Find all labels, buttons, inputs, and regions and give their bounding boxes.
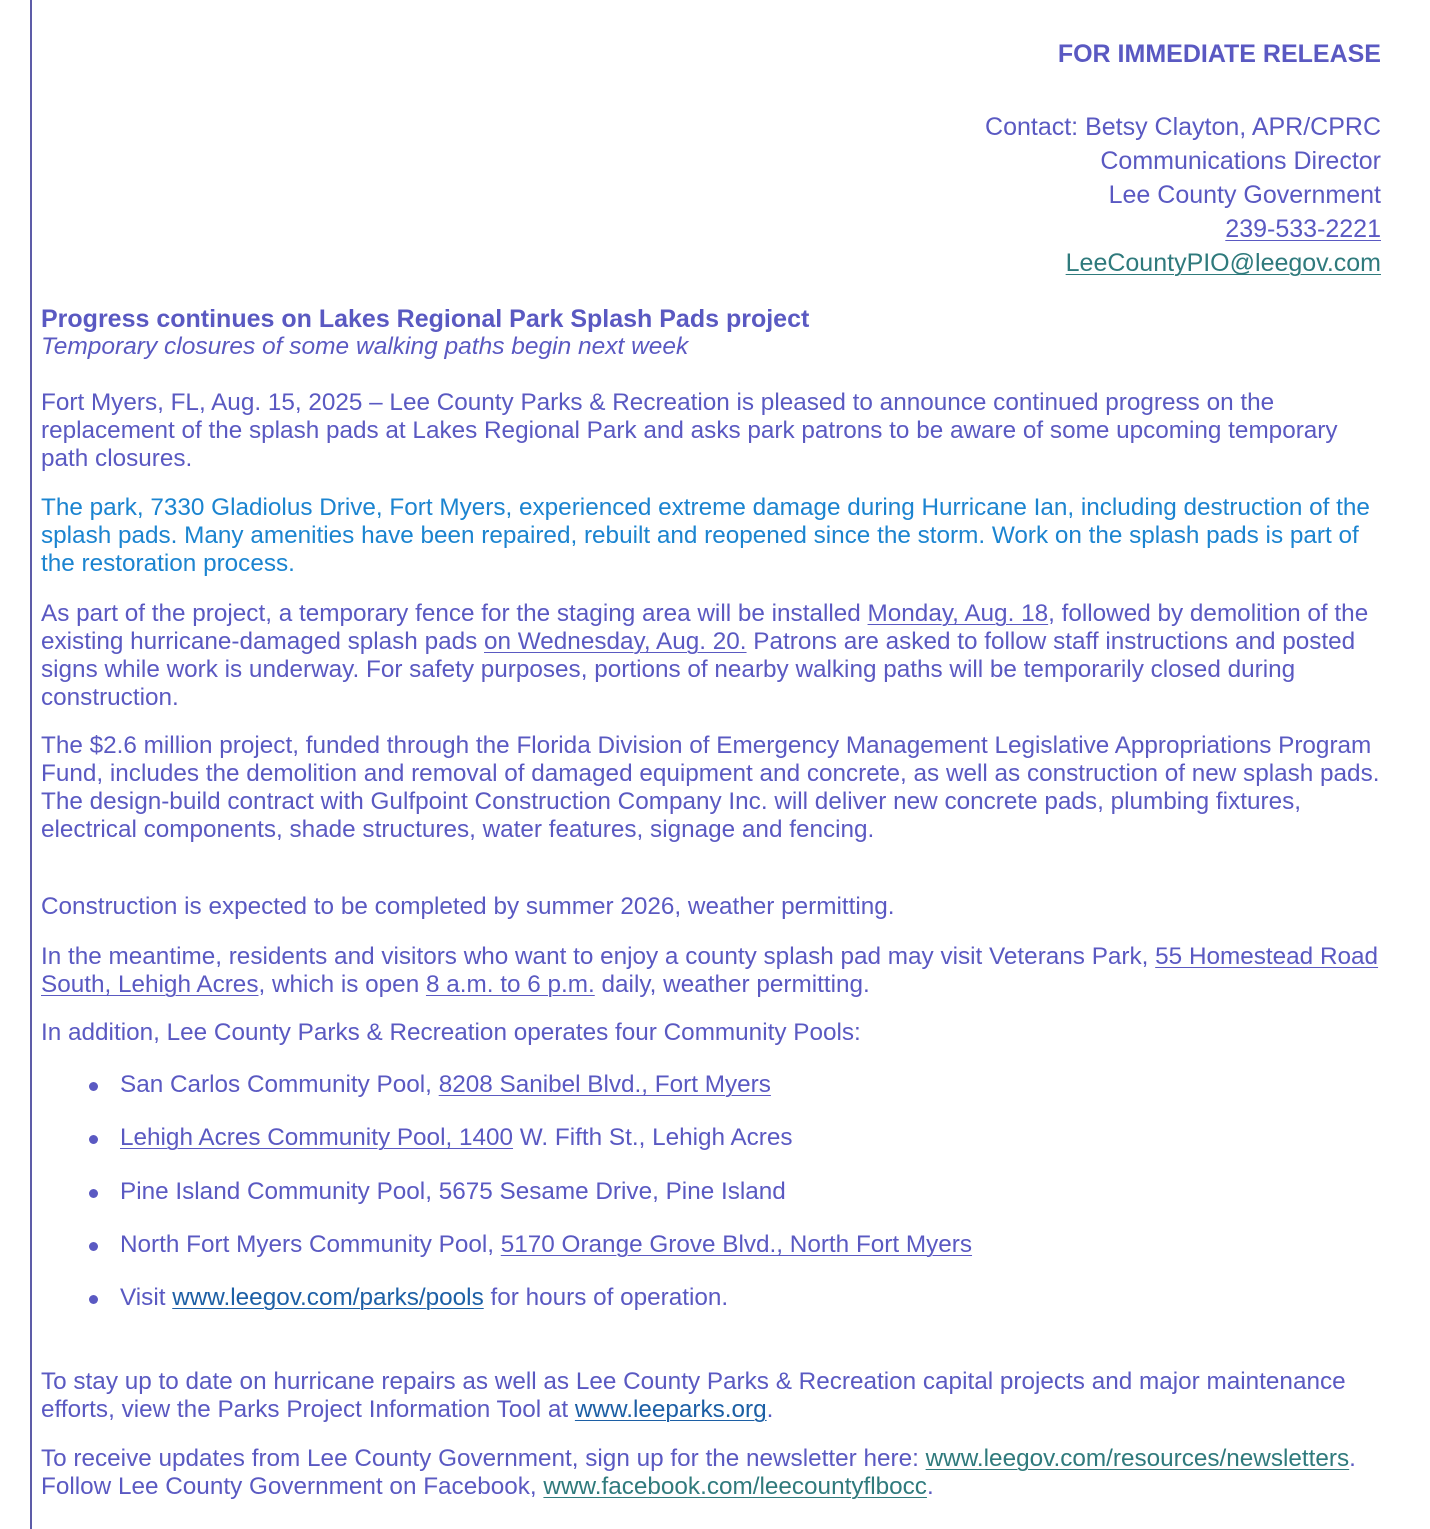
subheadline: Temporary closures of some walking paths begin next week bbox=[41, 333, 689, 360]
contact-phone-link[interactable]: 239-533-2221 bbox=[1225, 215, 1381, 243]
release-label: FOR IMMEDIATE RELEASE bbox=[1057, 40, 1381, 68]
paragraph-veterans-park bbox=[41, 943, 1381, 999]
pools-list bbox=[41, 1070, 1381, 1336]
text-segment: for hours of operation. bbox=[483, 1284, 729, 1311]
headline: Progress continues on Lakes Regional Park Splash Pads project bbox=[41, 305, 810, 333]
contact-organization: Lee County Government bbox=[1108, 181, 1381, 209]
date-link-wednesday[interactable]: on Wednesday, Aug. 20. bbox=[484, 628, 747, 655]
address-link-north-fort-myers[interactable]: 5170 Orange Grove Blvd., North Fort Myers bbox=[500, 1230, 973, 1258]
text-segment: To receive updates from Lee County Government, sign up for the newsletter here: bbox=[41, 1445, 926, 1472]
paragraph-fence-schedule bbox=[41, 600, 1381, 712]
text-segment: W. Fifth St., Lehigh Acres bbox=[513, 1124, 793, 1152]
text-segment: In the meantime, residents and visitors who want to enjoy a county splash pad may visit Veterans Park, bbox=[41, 943, 1156, 970]
address-link-veterans-park[interactable]: 55 Homestead Road South, Lehigh Acres bbox=[41, 943, 1379, 998]
text-segment: , which is open bbox=[258, 971, 426, 998]
text-segment: Patrons are asked to follow staff instructions and posted signs while work is underway. For safety purposes, portions of nearby walking paths will be temporarily closed during construction. bbox=[41, 628, 1356, 711]
newsletter-link[interactable]: www.leegov.com/resources/newsletters bbox=[925, 1445, 1350, 1472]
hours-link[interactable]: 8 a.m. to 6 p.m. bbox=[425, 971, 595, 998]
paragraph-project-tool bbox=[41, 1368, 1381, 1424]
list-item bbox=[41, 1177, 1381, 1230]
list-item bbox=[41, 1070, 1381, 1123]
contact-title: Communications Director bbox=[1100, 147, 1381, 175]
pools-website-link[interactable]: www.leegov.com/parks/pools bbox=[172, 1284, 484, 1311]
text-segment: San Carlos Community Pool, bbox=[120, 1071, 439, 1098]
list-item bbox=[41, 1123, 1381, 1176]
leeparks-website-link[interactable]: www.leeparks.org bbox=[574, 1396, 767, 1423]
address-link-san-carlos[interactable]: 8208 Sanibel Blvd., Fort Myers bbox=[438, 1071, 771, 1098]
contact-block bbox=[985, 110, 1381, 280]
paragraph-funding: The $2.6 million project, funded through the Florida Division of Emergency Management Legislative Appropriations Program Fund, includes the demolition and removal of damaged equipment and concrete, as well as construction of new splash pads. The design-build contract with Gulfpoint Construction Company Inc. will deliver new concrete pads, plumbing fixtures, electrical components, shade structures, water features, signage and fencing. bbox=[41, 732, 1380, 843]
list-item bbox=[41, 1230, 1381, 1283]
date-link-monday[interactable]: Monday, Aug. 18 bbox=[867, 600, 1049, 627]
contact-email-link[interactable]: LeeCountyPIO@leegov.com bbox=[1065, 249, 1381, 277]
text-segment: To stay up to date on hurricane repairs as well as Lee County Parks & Recreation capital projects and major maintenance efforts, view the Parks Project Information Tool at bbox=[41, 1368, 1346, 1423]
paragraph-pools-intro: In addition, Lee County Parks & Recreation operates four Community Pools: bbox=[41, 1019, 861, 1046]
contact-name: Contact: Betsy Clayton, APR/CPRC bbox=[985, 113, 1381, 141]
text-segment: daily, weather permitting. bbox=[594, 971, 870, 998]
address-link-lehigh-acres[interactable]: Lehigh Acres Community Pool, 1400 bbox=[120, 1124, 514, 1152]
text-segment: North Fort Myers Community Pool, bbox=[120, 1230, 501, 1258]
text-segment: Visit bbox=[120, 1284, 173, 1311]
text-segment: Pine Island Community Pool, 5675 Sesame Drive, Pine Island bbox=[120, 1177, 786, 1205]
list-item bbox=[41, 1283, 1381, 1336]
text-segment: . bbox=[926, 1473, 934, 1500]
text-segment: . bbox=[766, 1396, 774, 1423]
paragraph-newsletter bbox=[41, 1445, 1381, 1501]
facebook-link[interactable]: www.facebook.com/leecountyflbocc bbox=[543, 1473, 927, 1500]
paragraph-intro: Fort Myers, FL, Aug. 15, 2025 – Lee County Parks & Recreation is pleased to announce continued progress on the replacement of the splash pads at Lakes Regional Park and asks park patrons to be aware of some upcoming temporary path closures. bbox=[41, 389, 1338, 472]
paragraph-park-damage: The park, 7330 Gladiolus Drive, Fort Myers, experienced extreme damage during Hurricane Ian, including destruction of the splash pads. Many amenities have been repaired, rebuilt and reopened since the storm. Work on the splash pads is part of the restoration process. bbox=[41, 494, 1370, 577]
left-border-rule bbox=[30, 0, 32, 1529]
text-segment: , followed by demolition of the existing hurricane-damaged splash pads bbox=[41, 600, 1369, 655]
text-segment: . Follow Lee County Government on Facebook, bbox=[41, 1445, 1356, 1500]
paragraph-completion: Construction is expected to be completed by summer 2026, weather permitting. bbox=[41, 893, 895, 920]
text-segment: As part of the project, a temporary fence for the staging area will be installed bbox=[41, 600, 868, 627]
